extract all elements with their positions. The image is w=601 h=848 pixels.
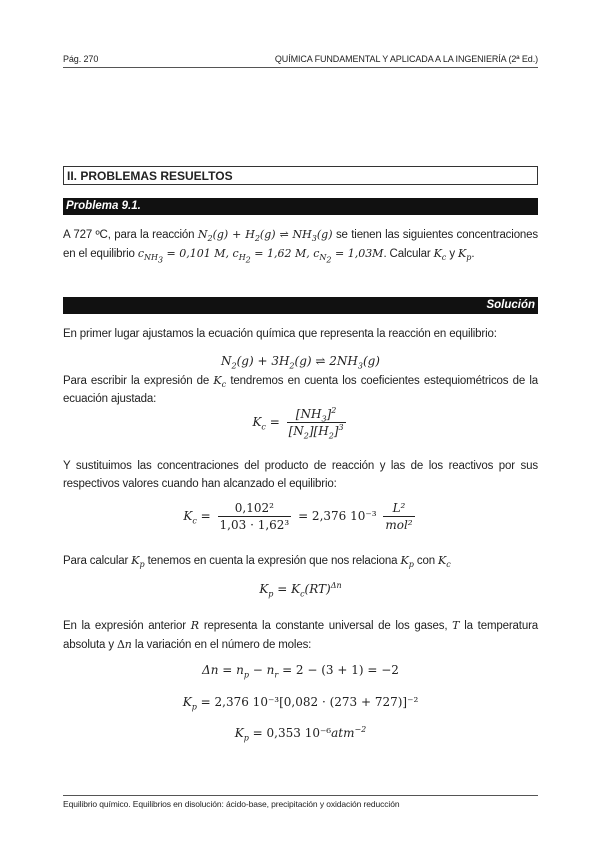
reaction-inline: $N_2(g) + H_2(g)$ ⇌ $NH_3(g)$ <box>197 228 333 244</box>
solution-paragraph-3: Y sustituimos las concentraciones del producto de reacción y las de los reactivos por sus respectivos valores cuando han alcanzado el equilibrio: <box>63 460 538 490</box>
kp-result: $K_p = 0,353$ 10⁻⁶atm$^{-2}$ <box>234 725 367 743</box>
problem-statement: A 727 ºC, para la reacción $N_2(g) + H_2(g)$ ⇌ $NH_3(g)$ se tienen las siguientes concentraciones en el equilibrio $c_{NH_3} = 0,101$ M, $c_{H_2} = 1,62$ M, $c_{N_2} = 1,03M$. Calcular $K_c$ y $K_p$. <box>63 228 539 265</box>
kc-calculation: $K_c$ = $\frac{\text{0,102²}}{\text{1,03 · 1,62³}}$ = 2,376 10⁻³ $\frac{\text{L²}}{\text{mol²}}$ <box>183 501 413 532</box>
solution-paragraph-2: Para escribir la expresión de $K_c$ tendremos en cuenta los coeficientes estequiométricos de la ecuación ajustada: <box>63 374 539 405</box>
kp-calculation: $K_p = 2,376$ 10⁻³[0,082 · (273 + 727)]⁻² <box>182 695 419 712</box>
kc-expression: $K_c$ = $\frac{[NH_3]^2}{[N_2][H_2]^3}$ <box>252 406 344 441</box>
concentrations-inline: $c_{NH_3} = 0,101$ M, $c_{H_2} = 1,62$ M, $c_{N_2} = 1,03M$ <box>137 246 384 265</box>
solution-label: Solución <box>63 297 538 314</box>
header-rule <box>63 67 538 68</box>
page-number: Pág. 270 <box>63 54 99 64</box>
delta-n-equation: $\Delta n = n_p - n_r = 2 - (3 + 1) = -2$ <box>202 663 399 680</box>
problem-label: Problema 9.1. <box>63 198 538 215</box>
footer-text: Equilibrio químico. Equilibrios en disolución: ácido-base, precipitación y oxidación reducción <box>63 799 400 809</box>
solution-paragraph-5: En la expresión anterior R representa la constante universal de los gases, T la temperatura absoluta y Δn la variación en el número de moles: <box>63 619 539 651</box>
balanced-equation: $N_2(g) + 3H_2(g)$ ⇌ $2NH_3(g)$ <box>221 354 380 371</box>
solution-paragraph-4: Para calcular $K_p$ tenemos en cuenta la expresión que nos relaciona $K_p$ con $K_c$ <box>63 554 451 570</box>
section-title: II. PROBLEMAS RESUELTOS <box>63 166 538 185</box>
footer-rule <box>63 795 538 796</box>
solution-paragraph-1: En primer lugar ajustamos la ecuación química que representa la reacción en equilibrio: <box>63 328 497 340</box>
kp-kc-relation: $K_p = K_c(RT)^{\Delta n}$ <box>259 581 342 599</box>
book-title: QUÍMICA FUNDAMENTAL Y APLICADA A LA INGENIERÍA (2ª Ed.) <box>274 54 538 64</box>
